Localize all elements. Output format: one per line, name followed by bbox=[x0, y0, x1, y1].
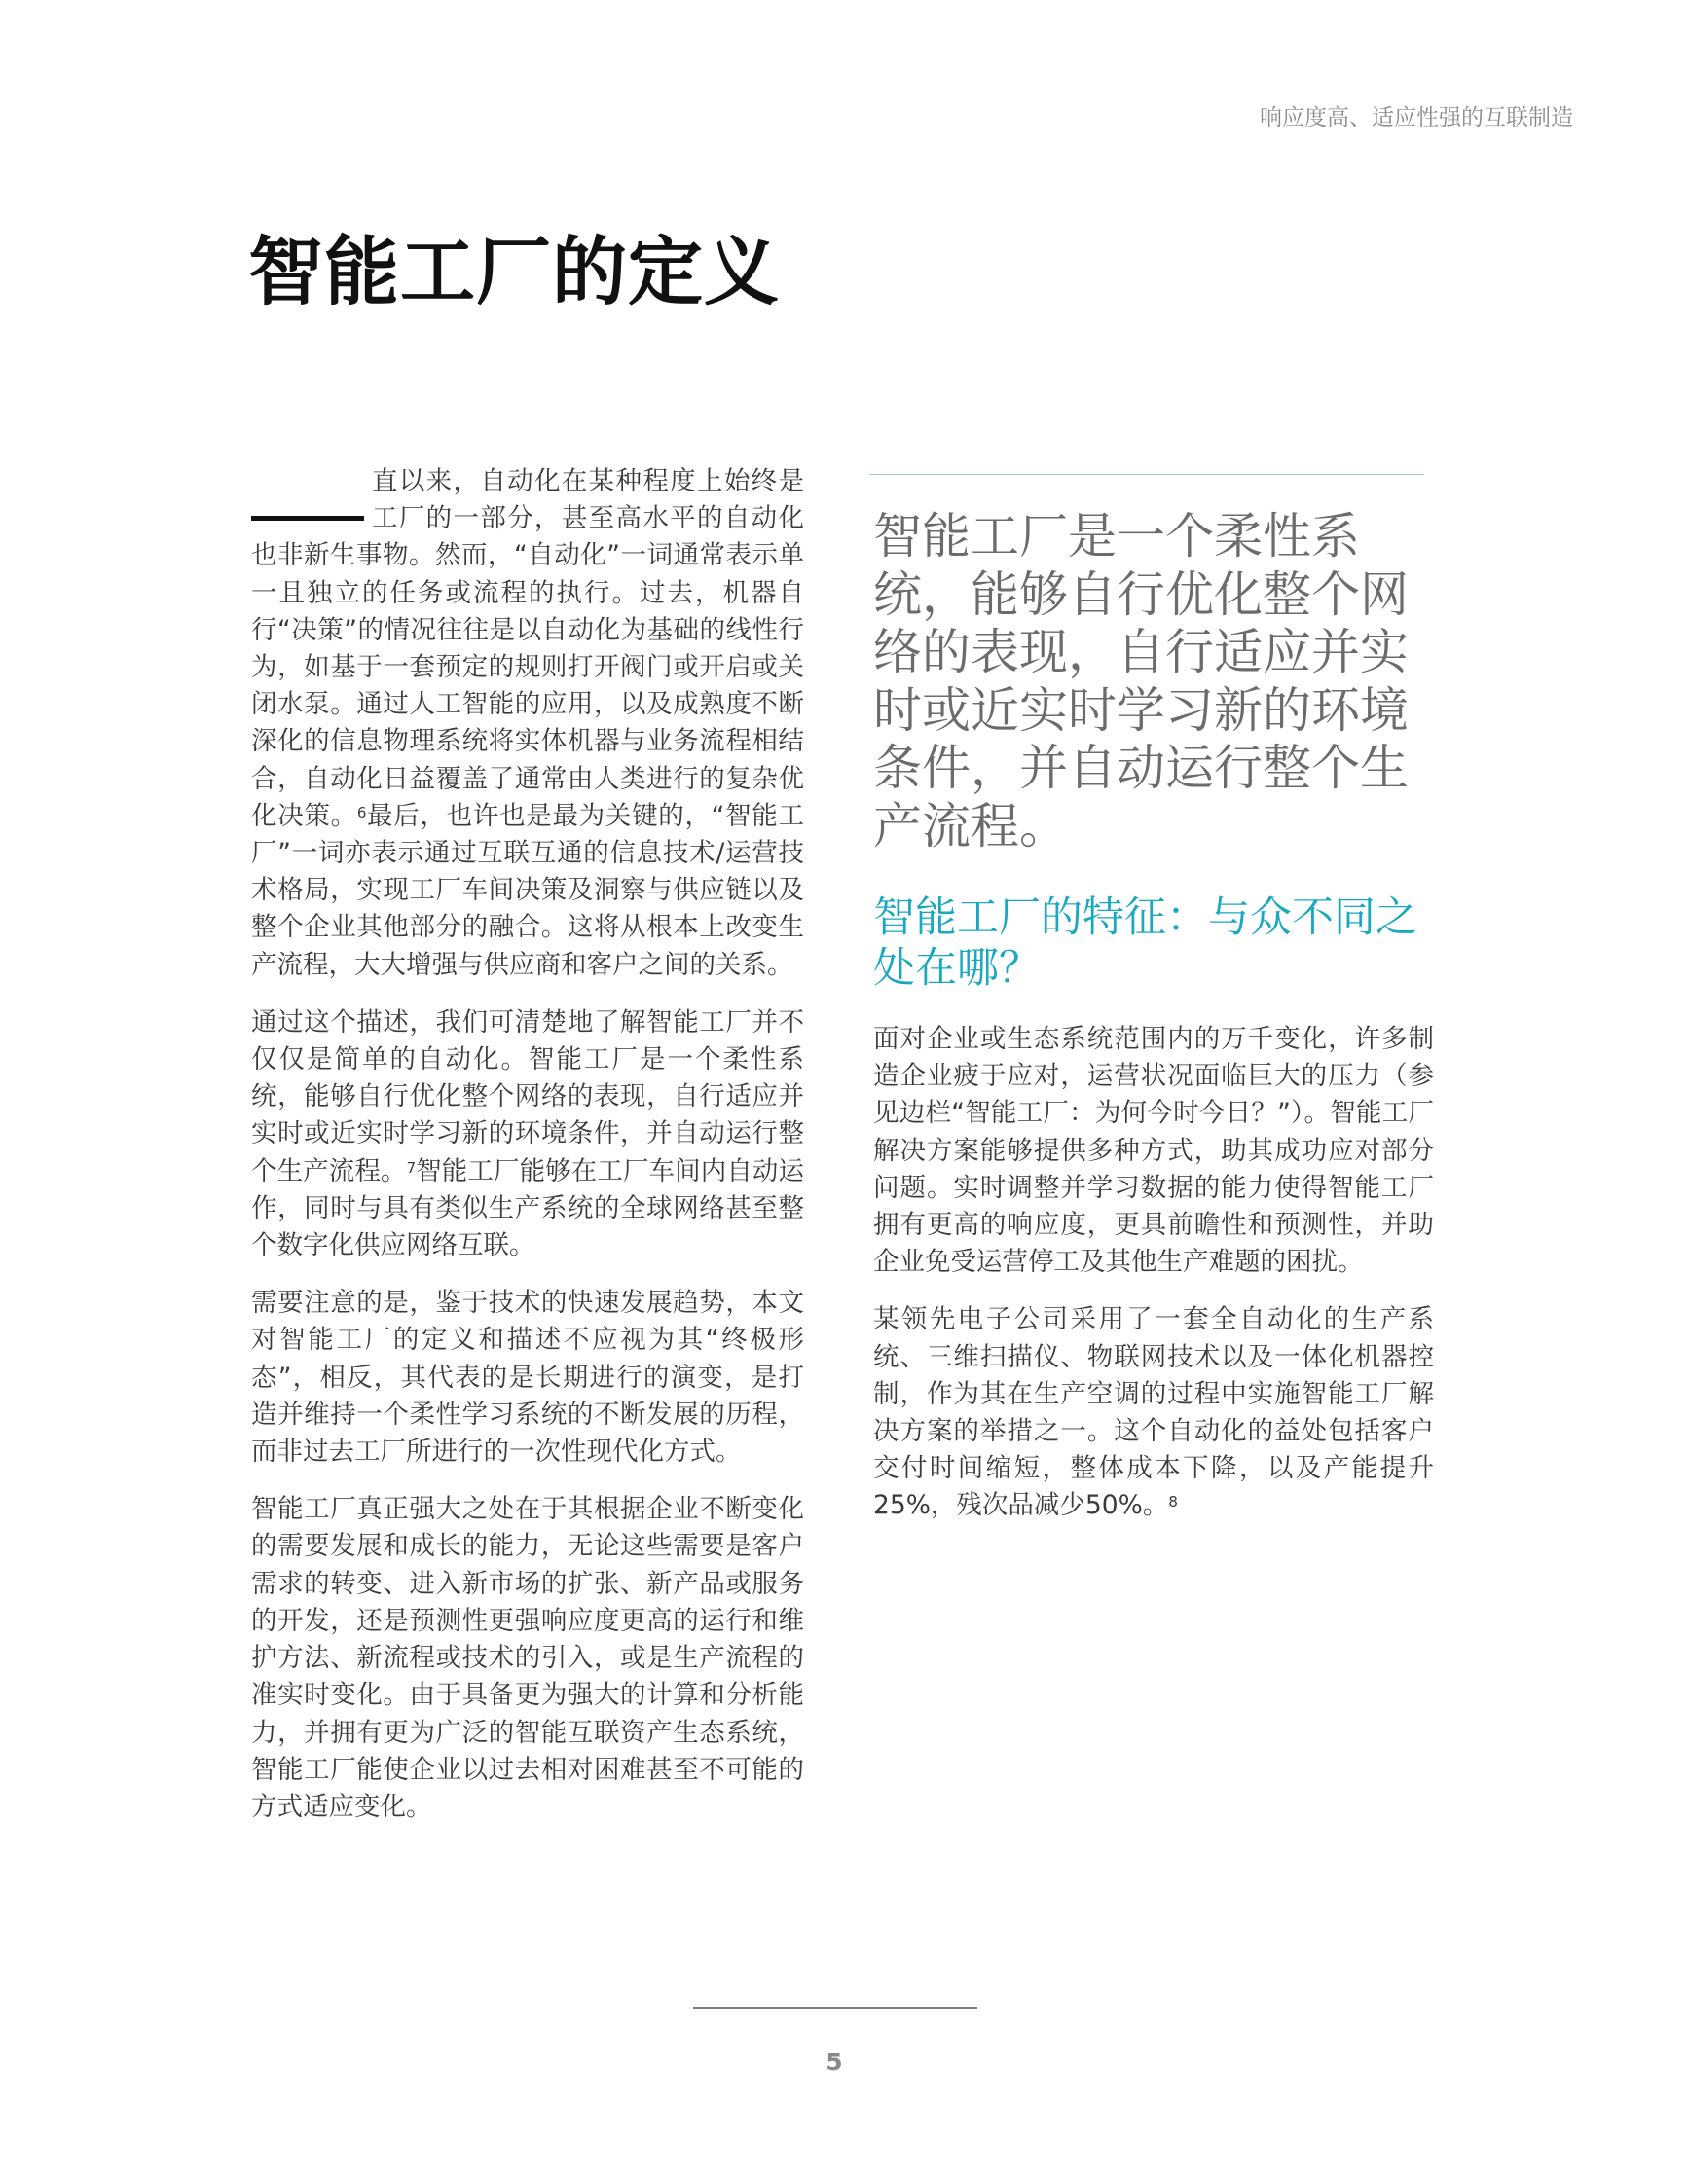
dropcap-rule bbox=[251, 463, 372, 537]
section-heading: 智能工厂的特征：与众不同之处在哪？ bbox=[873, 893, 1417, 993]
footnote-ref[interactable]: 8 bbox=[1168, 1493, 1178, 1511]
running-head: 响应度高、适应性强的互联制造 bbox=[1260, 105, 1573, 130]
footnote-ref[interactable]: 6 bbox=[356, 803, 367, 821]
paragraph-3: 需要注意的是，鉴于技术的快速发展趋势，本文对智能工厂的定义和描述不应视为其“终极形态”，相反，其代表的是长期进行的演变，是打造并维持一个柔性学习系统的不断发展的历程，而非过去工厂所进行的一次性现代化方式。 bbox=[251, 1288, 804, 1468]
paragraph-4: 智能工厂真正强大之处在于其根据企业不断变化的需要发展和成长的能力，无论这些需要是客户需求的转变、进入新市场的扩张、新产品或服务的开发，还是预测性更强响应度更高的运行和维护方法、新流程或技术的引入，或是生产流程的准实时变化。由于具备更为强大的计算和分析能力，并拥有更为广泛的智能互联资产生态系统，智能工厂能使企业以过去相对困难甚至不可能的方式适应变化。 bbox=[251, 1494, 804, 1822]
footnote-ref[interactable]: 7 bbox=[406, 1158, 417, 1177]
paragraph-2: 通过这个描述，我们可清楚地了解智能工厂并不仅仅是简单的自动化。智能工厂是一个柔性系统，能够自行优化整个网络的表现，自行适应并实时或近实时学习新的环境条件，并自动运行整个生产流程。$^7$智能工厂能够在工厂车间内自动运作，同时与具有类似生产系统的全球网络甚至整个数字化供应网络互联。 bbox=[251, 1006, 805, 1261]
page-number: 5 bbox=[826, 2048, 843, 2076]
divider bbox=[869, 474, 1424, 475]
left-column bbox=[251, 463, 804, 1846]
page-title: 智能工厂的定义 bbox=[248, 230, 780, 316]
right-column bbox=[869, 474, 1434, 1546]
footer-divider bbox=[693, 2007, 977, 2009]
paragraph-6: 某领先电子公司采用了一套全自动化的生产系统、三维扫描仪、物联网技术以及一体化机器控制，作为其在生产空调的过程中实施智能工厂解决方案的举措之一。这个自动化的益处包括客户交付时间缩短，整体成本下降，以及产能提升25%，残次品减少50%。$^8$ bbox=[873, 1304, 1434, 1521]
paragraph-1: 直以来，自动化在某种程度上始终是工厂的一部分，甚至高水平的自动化也非新生事物。然而，“自动化”一词通常表示单一且独立的任务或流程的执行。过去，机器自行“决策”的情况往往是以自动化为基础的线性行为，如基于一套预定的规则打开阀门或开启或关闭水泵。通过人工智能的应用，以及成熟度不断深化的信息物理系统将实体机器与业务流程相结合，自动化日益覆盖了通常由人类进行的复杂优化决策。$^6$最后，也许也是最为关键的，“智能工厂”一词亦表示通过互联互通的信息技术/运营技术格局，实现工厂车间决策及洞察与供应链以及整个企业其他部分的融合。这将从根本上改变生产流程，大大增强与供应商和客户之间的关系。 bbox=[251, 463, 804, 984]
paragraph-5: 面对企业或生态系统范围内的万千变化，许多制造企业疲于应对，运营状况面临巨大的压力（参见边栏“智能工厂：为何今时今日？”）。智能工厂解决方案能够提供多种方式，助其成功应对部分问题。实时调整并学习数据的能力使得智能工厂拥有更高的响应度，更具前瞻性和预测性，并助企业免受运营停工及其他生产难题的困扰。 bbox=[873, 1024, 1434, 1278]
pull-quote: 智能工厂是一个柔性系统，能够自行优化整个网络的表现，自行适应并实时或近实时学习新的环境条件，并自动运行整个生产流程。 bbox=[873, 508, 1409, 855]
